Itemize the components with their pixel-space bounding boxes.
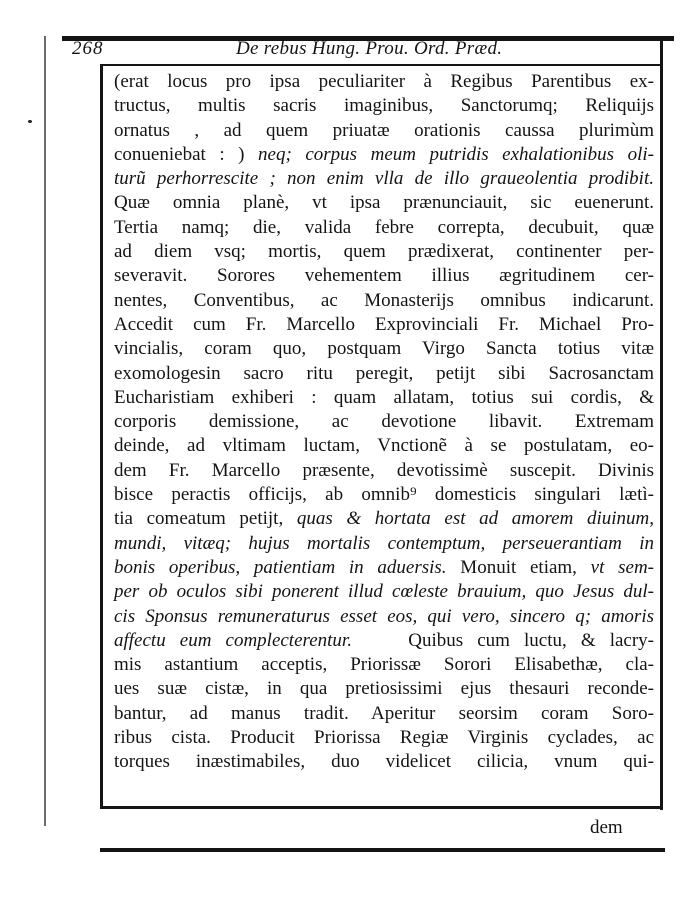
text-line [114,507,654,531]
text-line: nentes, Conventibus, ac Monasterijs omnibus indicarunt. [114,289,654,311]
text-line: ad diem vsq; mortis, quem prædixerat, continenter per- [114,241,654,263]
text-line: dem Fr. Marcello præsente, devotissimè suscepit. Divinis [114,459,654,481]
left-page-edge [44,36,46,826]
catchword: dem [590,817,623,838]
text-line: corporis demissione, ac devotione libavit. Extremam [114,411,654,433]
text-line: vincialis, coram quo, postquam Virgo Sancta totius vitæ [114,338,654,360]
text-line: bantur, ad manus tradit. Aperitur seorsim coram Soro- [114,702,654,724]
text-line [114,556,654,580]
text-line [114,143,654,167]
right-border-rule [660,40,663,810]
text-line: (erat locus pro ipsa peculiariter à Regibus Parentibus ex- [114,71,654,92]
italic-span: vt sem- [590,556,654,578]
text-line: deinde, ad vltimam luctam, Vnctionẽ à se postulatam, eo- [114,435,654,457]
text-line [114,629,654,653]
body-text [114,70,654,775]
text-line: ornatus , ad quem priuatæ orationis caussa plurimùm [114,119,654,141]
left-border-rule [100,64,103,806]
text-line: torques inæstimabiles, duo videlicet cilicia, vnum qui- [114,751,654,773]
text-line: Accedit cum Fr. Marcello Exprovinciali Fr. Michael Pro- [114,313,654,335]
roman-span: conueniebat : ) [114,143,259,165]
text-line: severavit. Sorores vehementem illius ægritudinem cer- [114,265,654,287]
footer-rule [100,848,665,852]
italic-span: quas & hortata est ad amorem diuinum, [296,508,654,530]
text-line: cis Sponsus remuneraturus esset eos, qui vero, sincero q; amoris [114,605,654,627]
text-line: mundi, vitæq; hujus mortalis contemptum, perseuerantiam in [114,532,654,554]
roman-span: Monuit etiam, [446,556,591,578]
text-line: Tertia namq; die, valida febre correpta, decubuit, quæ [114,216,654,238]
text-line: mis astantium acceptis, Priorissæ Sorori Elisabethæ, cla- [114,654,654,676]
text-line: tructus, multis sacris imaginibus, Sanctorumq; Reliquijs [114,95,654,117]
text-line: per ob oculos sibi ponerent illud cœleste brauium, quo Jesus dul- [114,581,654,603]
text-line: exomologesin sacro ritu peregit, petijt sibi Sacrosanctam [114,362,654,384]
running-title: De rebus Hung. Prou. Ord. Præd. [236,38,503,59]
roman-span: Quibus cum luctu, & lacry- [351,629,654,651]
text-line: ues suæ cistæ, in qua pretiosissimi ejus thesauri reconde- [114,678,654,700]
bottom-border-rule [100,806,663,809]
italic-span: neq; corpus meum putridis exhalationibus oli- [258,143,654,165]
text-line: turũ perhorrescite ; non enim vlla de illo graueolentia prodibit. [114,168,654,190]
text-line: ribus cista. Producit Priorissa Regiæ Virginis cyclades, ac [114,727,654,749]
ink-speck [28,120,32,123]
italic-span: bonis operibus, patientiam in aduersis. [114,556,447,578]
text-line: Eucharistiam exhiberi : quam allatam, totius sui cordis, & [114,386,654,408]
italic-span: affectu eum complecterentur. [114,629,352,651]
roman-span: tia comeatum petijt, [114,508,297,530]
text-line: bisce peractis officijs, ab omnib⁹ domesticis singulari lætì- [114,484,654,506]
page-header [72,38,660,64]
page-number: 268 [72,38,104,59]
text-line: Quæ omnia planè, vt ipsa prænunciauit, sic euenerunt. [114,192,654,214]
header-rule [100,64,663,66]
